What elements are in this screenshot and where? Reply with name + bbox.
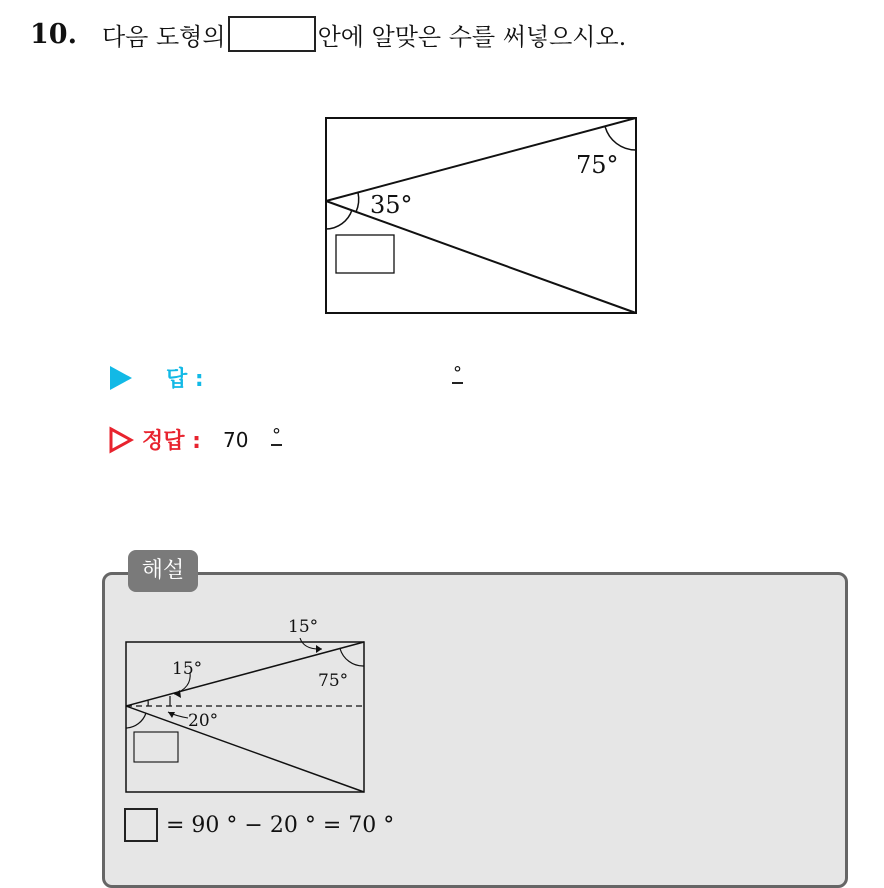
equation-text: = 90 ° − 20 ° = 70 °: [166, 813, 394, 838]
main-figure: [318, 113, 648, 323]
exp-arrowhead-15-left: [174, 690, 181, 698]
arc-left-bottom: [326, 210, 352, 229]
exp-arrowhead-15-top: [316, 645, 322, 653]
answer-row: [108, 362, 204, 393]
question-number: 10.: [30, 19, 102, 50]
figure-answer-box: [336, 235, 394, 273]
question-text-before: 다음 도형의: [102, 17, 226, 52]
exp-arc-left-bottom: [126, 713, 146, 728]
question-line: [30, 14, 626, 54]
question-text-after: 안에 알맞은 수를 써넣으시오.: [318, 17, 627, 52]
exp-rectangle: [126, 642, 364, 792]
explanation-equation: [124, 808, 394, 842]
blank-box: [228, 16, 316, 52]
exp-arc-top-right: [340, 649, 364, 667]
play-arrow-icon: [108, 363, 134, 393]
answer-unit: °: [452, 366, 463, 384]
correct-answer-row: [108, 424, 248, 455]
correct-value: 70: [223, 428, 248, 452]
exp-label-15-top: 15°: [288, 617, 318, 637]
exp-label-75: 75°: [318, 671, 348, 691]
exp-label-15-left: 15°: [172, 659, 202, 679]
exp-answer-box: [134, 732, 178, 762]
correct-unit: °: [271, 428, 282, 446]
explanation-figure: [124, 612, 374, 797]
outline-arrow-icon: [108, 425, 134, 455]
explanation-tab: 해설: [128, 550, 198, 592]
equation-box: [124, 808, 158, 842]
answer-label: 답 :: [166, 362, 204, 393]
correct-label: 정답 :: [142, 424, 201, 455]
label-75: 75°: [576, 151, 619, 179]
exp-label-20: 20°: [188, 711, 218, 731]
exp-line-lower: [126, 706, 364, 792]
arc-top-right: [605, 126, 636, 150]
arc-left-35: [356, 193, 359, 213]
label-35: 35°: [370, 191, 413, 219]
